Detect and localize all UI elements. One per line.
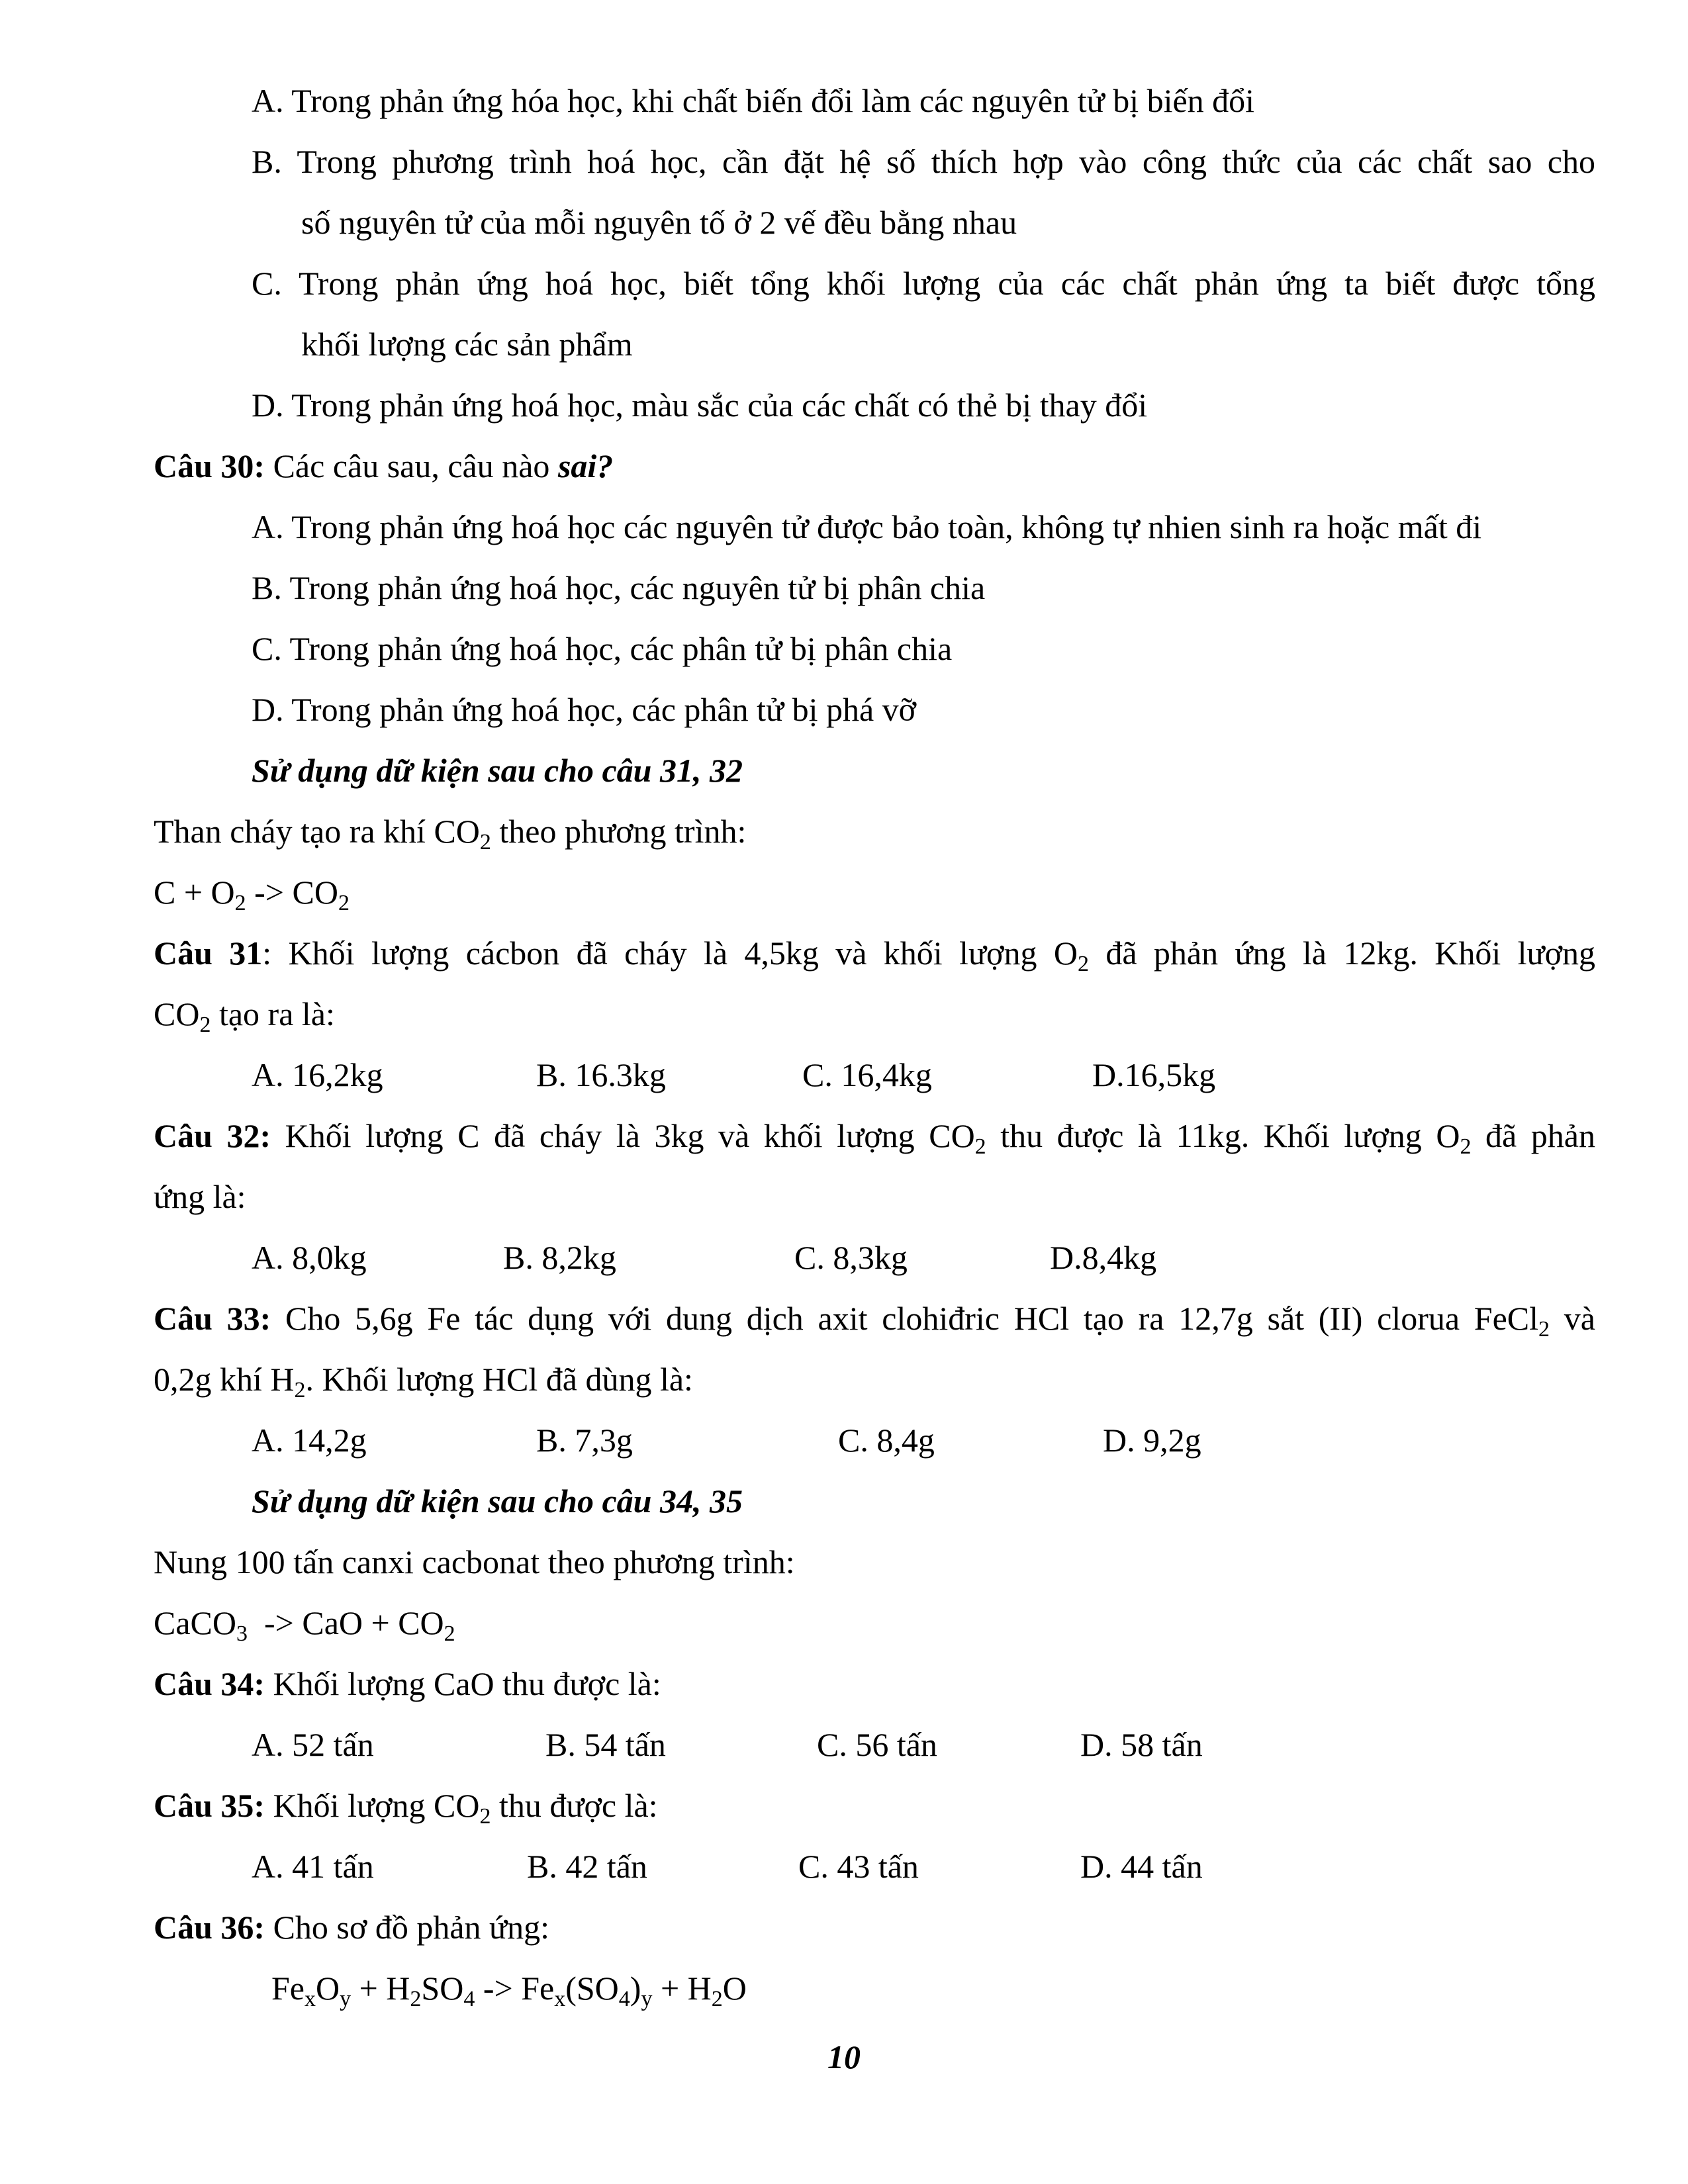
q35-label: Câu 35: <box>154 1787 265 1824</box>
subscript: 4 <box>618 1987 630 2011</box>
q34-question <box>154 1664 661 1704</box>
q34-option-d: D. 58 tấn <box>1080 1726 1203 1763</box>
q34-option-c: C. 56 tấn <box>817 1726 937 1763</box>
q32-text: thu được là 11kg. Khối lượng O <box>986 1117 1460 1154</box>
subscript: 2 <box>410 1987 422 2011</box>
q33-option-b: B. 7,3g <box>536 1422 633 1459</box>
q30-text: Các câu sau, câu nào <box>273 447 550 484</box>
subscript: 4 <box>463 1987 475 2011</box>
q31-question-line1 <box>154 933 1596 976</box>
q31-text-end: tạo ra là: <box>211 995 335 1032</box>
q33-option-d: D. 9,2g <box>1103 1422 1201 1459</box>
q32-option-d: D.8,4kg <box>1050 1239 1157 1276</box>
q30-question <box>154 446 613 486</box>
q30-option-c: C. Trong phản ứng hoá học, các phân tử bị phân chia <box>252 630 953 667</box>
q33-question-line2 <box>154 1359 693 1402</box>
subscript: 2 <box>711 1987 723 2011</box>
subscript: 2 <box>199 1013 211 1037</box>
q35-option-b: B. 42 tấn <box>527 1848 647 1885</box>
subscript: x <box>554 1987 566 2011</box>
equation-part: CaCO <box>154 1604 236 1641</box>
q36-text: Cho sơ đồ phản ứng: <box>265 1909 550 1946</box>
intro-text-end: theo phương trình: <box>491 813 747 850</box>
q32-option-c: C. 8,3kg <box>794 1239 908 1276</box>
subscript: 2 <box>294 1378 306 1402</box>
q32-option-a: A. 8,0kg <box>252 1239 367 1276</box>
q29-option-c-line2: khối lượng các sản phẩm <box>301 326 633 363</box>
q33-text-end: . Khối lượng HCl đã dùng là: <box>305 1361 693 1398</box>
equation-part: O <box>722 1970 747 2007</box>
q33-text: 0,2g khí H <box>154 1361 295 1398</box>
q31-text: : Khối lượng cácbon đã cháy là 4,5kg và khối lượng O <box>262 934 1078 972</box>
q29-option-a: A. Trong phản ứng hóa học, khi chất biến đổi làm các nguyên tử bị biến đổi <box>252 82 1255 119</box>
subscript: 2 <box>1077 952 1089 976</box>
q30-emphasis: sai? <box>557 447 614 484</box>
q33-text-end: và <box>1550 1300 1595 1337</box>
q35-option-c: C. 43 tấn <box>798 1848 919 1885</box>
equation-part: C + O <box>154 874 235 911</box>
q31-text: CO <box>154 995 200 1032</box>
data-31-32-intro <box>154 811 747 854</box>
q35-option-a: A. 41 tấn <box>252 1848 374 1885</box>
q31-option-b: B. 16.3kg <box>536 1056 666 1093</box>
q34-text: Khối lượng CaO thu được là: <box>265 1665 661 1702</box>
q31-question-line2 <box>154 994 335 1037</box>
q32-text-end: đã phản <box>1471 1117 1595 1154</box>
q30-option-b: B. Trong phản ứng hoá học, các nguyên tử bị phân chia <box>252 569 986 606</box>
subscript: 2 <box>1538 1317 1550 1342</box>
equation-part: (SO <box>565 1970 619 2007</box>
equation-part: O <box>316 1970 340 2007</box>
q32-text: Khối lượng C đã cháy là 3kg và khối lượng CO <box>271 1117 975 1154</box>
q34-label: Câu 34: <box>154 1665 265 1702</box>
q30-label: Câu 30: <box>154 447 265 484</box>
subscript: y <box>641 1987 653 2011</box>
data-34-35-intro: Nung 100 tấn canxi cacbonat theo phương trình: <box>154 1543 795 1580</box>
equation-part: + H <box>652 1970 712 2007</box>
q33-option-c: C. 8,4g <box>838 1422 935 1459</box>
equation-part: -> CO <box>246 874 338 911</box>
q36-label: Câu 36: <box>154 1909 265 1946</box>
data-34-35-equation <box>154 1603 455 1646</box>
subscript: 3 <box>236 1621 248 1646</box>
page-number: 10 <box>827 2038 861 2075</box>
data-34-35-heading: Sử dụng dữ kiện sau cho câu 34, 35 <box>252 1482 743 1520</box>
q33-question-line1 <box>154 1298 1595 1342</box>
q35-text: Khối lượng CO <box>265 1787 480 1824</box>
q29-option-b-line1: B. Trong phương trình hoá học, cần đặt hệ số thích hợp vào công thức của các chất sao cho <box>252 143 1595 180</box>
q29-option-b-line2: số nguyên tử của mỗi nguyên tố ở 2 vế đều bằng nhau <box>301 204 1017 241</box>
q31-option-d: D.16,5kg <box>1092 1056 1216 1093</box>
equation-part: SO <box>421 1970 464 2007</box>
q30-option-d: D. Trong phản ứng hoá học, các phân tử bị phá vỡ <box>252 691 917 728</box>
subscript: x <box>305 1987 316 2011</box>
q32-label: Câu 32: <box>154 1117 271 1154</box>
q33-label: Câu 33: <box>154 1300 271 1337</box>
q34-option-b: B. 54 tấn <box>545 1726 666 1763</box>
q32-question-line2: ứng là: <box>154 1178 246 1215</box>
subscript: y <box>340 1987 352 2011</box>
equation-part: + H <box>351 1970 410 2007</box>
data-31-32-heading: Sử dụng dữ kiện sau cho câu 31, 32 <box>252 752 743 789</box>
subscript: 2 <box>974 1134 986 1159</box>
q33-text: Cho 5,6g Fe tác dụng với dung dịch axit clohiđric HCl tạo ra 12,7g sắt (II) clorua FeCl <box>271 1300 1539 1337</box>
subscript: 2 <box>479 1804 491 1829</box>
equation-part: Fe <box>271 1970 305 2007</box>
subscript: 2 <box>444 1621 455 1646</box>
q29-option-d: D. Trong phản ứng hoá học, màu sắc của các chất có thẻ bị thay đổi <box>252 387 1148 424</box>
q31-option-c: C. 16,4kg <box>802 1056 932 1093</box>
q36-question <box>154 1907 549 1947</box>
q29-option-c-line1: C. Trong phản ứng hoá học, biết tổng khối lượng của các chất phản ứng ta biết được tổng <box>252 265 1595 302</box>
equation-part: ) <box>630 1970 641 2007</box>
q36-equation <box>271 1968 747 2011</box>
q35-text-end: thu được là: <box>491 1787 658 1824</box>
subscript: 2 <box>338 891 350 915</box>
q34-option-a: A. 52 tấn <box>252 1726 374 1763</box>
q32-question-line1 <box>154 1116 1595 1159</box>
q31-label: Câu 31 <box>154 934 263 972</box>
subscript: 2 <box>1460 1134 1472 1159</box>
intro-text: Than cháy tạo ra khí CO <box>154 813 480 850</box>
q35-option-d: D. 44 tấn <box>1080 1848 1203 1885</box>
equation-part: -> Fe <box>475 1970 555 2007</box>
q33-option-a: A. 14,2g <box>252 1422 367 1459</box>
equation-part: -> CaO + CO <box>248 1604 444 1641</box>
subscript: 2 <box>234 891 246 915</box>
q31-option-a: A. 16,2kg <box>252 1056 383 1093</box>
q32-option-b: B. 8,2kg <box>503 1239 616 1276</box>
q31-text-end: đã phản ứng là 12kg. Khối lượng <box>1088 934 1596 972</box>
data-31-32-equation <box>154 872 350 915</box>
q30-option-a: A. Trong phản ứng hoá học các nguyên tử được bảo toàn, không tự nhien sinh ra hoặc mất đi <box>252 508 1482 545</box>
subscript: 2 <box>479 830 491 854</box>
q35-question <box>154 1786 658 1829</box>
